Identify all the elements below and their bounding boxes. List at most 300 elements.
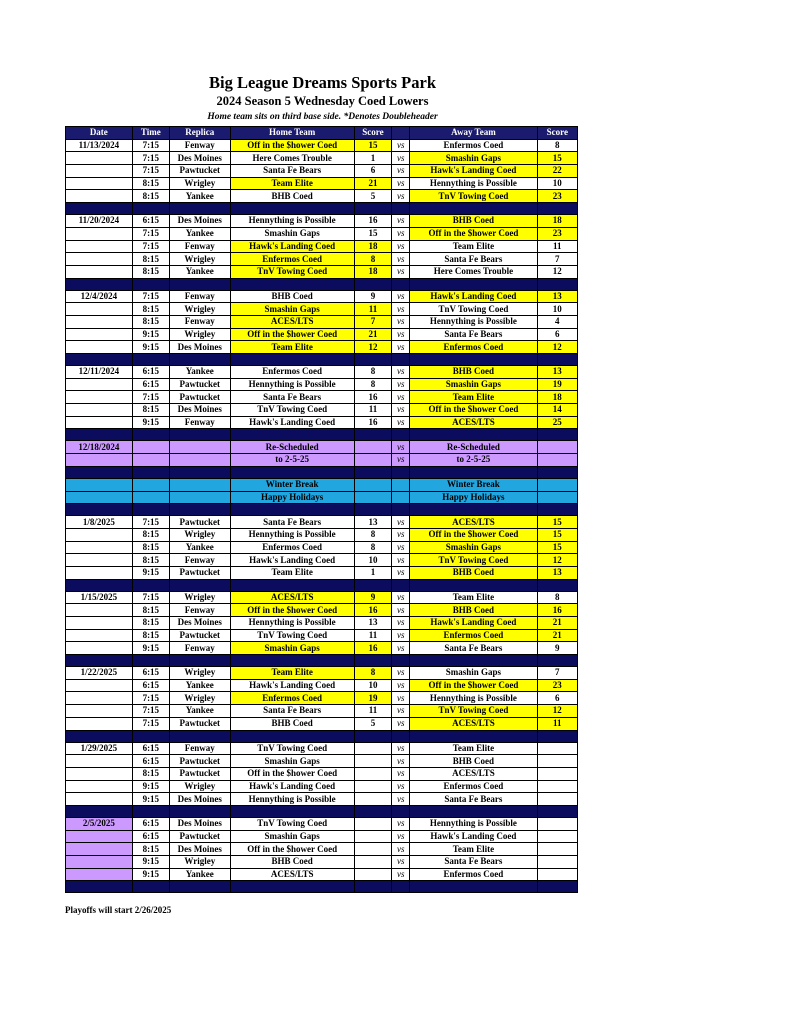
field-cell: Wrigley <box>170 303 231 316</box>
field-cell: Fenway <box>170 139 231 152</box>
vs-cell: vs <box>392 139 410 152</box>
away-score-cell: 16 <box>537 604 577 617</box>
home-team-cell: Off in the $hower Coed <box>230 604 354 617</box>
vs-cell: vs <box>392 742 410 755</box>
separator-cell <box>392 466 410 478</box>
time-cell: 7:15 <box>132 152 169 165</box>
vs-cell: vs <box>392 528 410 541</box>
table-row <box>66 541 578 554</box>
col-header-away-team: Away Team <box>410 127 537 140</box>
home-score-cell: 7 <box>354 315 391 328</box>
vs-cell: vs <box>392 856 410 869</box>
separator-cell <box>170 504 231 516</box>
table-row <box>66 341 578 354</box>
home-score-cell: 8 <box>354 366 391 379</box>
field-cell: Yankee <box>170 366 231 379</box>
table-row <box>66 190 578 203</box>
table-row <box>66 817 578 830</box>
away-score-cell: 12 <box>537 554 577 567</box>
away-score-cell <box>537 817 577 830</box>
home-team-cell: Off in the $hower Coed <box>230 328 354 341</box>
table-row <box>66 478 578 491</box>
separator-cell <box>132 655 169 667</box>
separator-cell <box>392 655 410 667</box>
page-title: Big League Dreams Sports Park <box>208 73 437 92</box>
home-score-cell <box>354 843 391 856</box>
date-cell <box>66 341 133 354</box>
away-team-cell: Hawk's Landing Coed <box>410 165 537 178</box>
date-cell: 2/5/2025 <box>66 817 133 830</box>
home-team-cell: Off in the $hower Coed <box>230 767 354 780</box>
time-cell: 8:15 <box>132 190 169 203</box>
field-cell: Yankee <box>170 679 231 692</box>
separator-row <box>66 466 578 478</box>
away-team-cell: TnV Towing Coed <box>410 190 537 203</box>
date-cell <box>66 843 133 856</box>
field-cell: Des Moines <box>170 215 231 228</box>
table-row <box>66 667 578 680</box>
away-score-cell: 18 <box>537 391 577 404</box>
col-header-time: Time <box>132 127 169 140</box>
vs-cell: vs <box>392 830 410 843</box>
date-cell: 1/29/2025 <box>66 742 133 755</box>
away-score-cell: 13 <box>537 566 577 579</box>
home-team-cell: Smashin Gaps <box>230 227 354 240</box>
home-score-cell <box>354 817 391 830</box>
schedule-table <box>65 126 578 893</box>
time-cell <box>132 491 169 504</box>
home-score-cell: 8 <box>354 253 391 266</box>
home-score-cell: 10 <box>354 554 391 567</box>
field-cell: Fenway <box>170 642 231 655</box>
away-score-cell <box>537 742 577 755</box>
separator-row <box>66 805 578 817</box>
table-row <box>66 528 578 541</box>
schedule-body <box>66 139 578 893</box>
separator-cell <box>66 579 133 591</box>
date-cell <box>66 227 133 240</box>
home-team-cell: Team Elite <box>230 177 354 190</box>
time-cell: 9:15 <box>132 328 169 341</box>
vs-cell: vs <box>392 190 410 203</box>
time-cell: 8:15 <box>132 303 169 316</box>
home-score-cell <box>354 454 391 467</box>
away-score-cell: 15 <box>537 541 577 554</box>
separator-cell <box>537 354 577 366</box>
home-score-cell <box>354 478 391 491</box>
separator-cell <box>537 655 577 667</box>
home-score-cell <box>354 491 391 504</box>
away-team-cell: Santa Fe Bears <box>410 642 537 655</box>
field-cell: Des Moines <box>170 617 231 630</box>
separator-cell <box>66 504 133 516</box>
separator-row <box>66 579 578 591</box>
separator-cell <box>354 466 391 478</box>
away-team-cell: Off in the $hower Coed <box>410 227 537 240</box>
away-team-cell: BHB Coed <box>410 215 537 228</box>
date-cell <box>66 642 133 655</box>
table-row <box>66 629 578 642</box>
vs-cell: vs <box>392 767 410 780</box>
vs-cell: vs <box>392 667 410 680</box>
separator-cell <box>354 504 391 516</box>
home-score-cell: 13 <box>354 516 391 529</box>
table-row <box>66 692 578 705</box>
separator-cell <box>392 579 410 591</box>
separator-cell <box>410 203 537 215</box>
table-row <box>66 290 578 303</box>
date-cell: 1/15/2025 <box>66 591 133 604</box>
vs-cell: vs <box>392 391 410 404</box>
away-score-cell: 8 <box>537 591 577 604</box>
separator-cell <box>66 730 133 742</box>
playoffs-note: Playoffs will start 2/26/2025 <box>65 905 172 915</box>
time-cell: 6:15 <box>132 366 169 379</box>
away-team-cell: Santa Fe Bears <box>410 856 537 869</box>
separator-cell <box>354 278 391 290</box>
date-cell <box>66 378 133 391</box>
separator-row <box>66 354 578 366</box>
separator-cell <box>354 655 391 667</box>
home-team-cell: Hennything is Possible <box>230 378 354 391</box>
separator-cell <box>410 278 537 290</box>
home-score-cell: 5 <box>354 717 391 730</box>
vs-cell: vs <box>392 755 410 768</box>
home-score-cell: 6 <box>354 165 391 178</box>
home-team-note: Home team sits on third base side. *Denotes Doubleheader <box>207 112 438 122</box>
home-score-cell: 16 <box>354 215 391 228</box>
time-cell: 8:15 <box>132 528 169 541</box>
field-cell: Fenway <box>170 742 231 755</box>
home-score-cell: 15 <box>354 227 391 240</box>
away-score-cell <box>537 868 577 881</box>
separator-cell <box>392 805 410 817</box>
col-header-vs <box>392 127 410 140</box>
table-row <box>66 416 578 429</box>
separator-cell <box>410 466 537 478</box>
vs-cell: vs <box>392 227 410 240</box>
table-row <box>66 767 578 780</box>
separator-cell <box>170 655 231 667</box>
date-cell <box>66 604 133 617</box>
away-team-cell: Hawk's Landing Coed <box>410 830 537 843</box>
vs-cell: vs <box>392 817 410 830</box>
away-score-cell: 6 <box>537 328 577 341</box>
separator-cell <box>132 504 169 516</box>
table-row <box>66 491 578 504</box>
page-subtitle: 2024 Season 5 Wednesday Coed Lowers <box>216 94 429 108</box>
home-score-cell: 16 <box>354 416 391 429</box>
date-cell <box>66 165 133 178</box>
home-team-cell: ACES/LTS <box>230 315 354 328</box>
away-score-cell: 15 <box>537 528 577 541</box>
field-cell: Wrigley <box>170 253 231 266</box>
field-cell: Pawtucket <box>170 378 231 391</box>
home-team-cell: Enfermos Coed <box>230 366 354 379</box>
separator-cell <box>410 730 537 742</box>
vs-cell: vs <box>392 705 410 718</box>
separator-cell <box>537 466 577 478</box>
separator-cell <box>354 881 391 893</box>
separator-cell <box>66 466 133 478</box>
time-cell: 8:15 <box>132 315 169 328</box>
separator-cell <box>230 278 354 290</box>
away-score-cell: 12 <box>537 341 577 354</box>
time-cell: 9:15 <box>132 566 169 579</box>
vs-cell: vs <box>392 717 410 730</box>
vs-cell: vs <box>392 591 410 604</box>
date-cell <box>66 679 133 692</box>
home-score-cell: 10 <box>354 679 391 692</box>
vs-cell: vs <box>392 617 410 630</box>
home-team-cell: Smashin Gaps <box>230 755 354 768</box>
separator-cell <box>410 429 537 441</box>
home-score-cell: 8 <box>354 667 391 680</box>
home-score-cell <box>354 755 391 768</box>
home-team-cell: Hennything is Possible <box>230 215 354 228</box>
time-cell: 7:15 <box>132 516 169 529</box>
table-row <box>66 303 578 316</box>
separator-cell <box>537 429 577 441</box>
vs-cell: vs <box>392 315 410 328</box>
home-score-cell: 8 <box>354 378 391 391</box>
date-cell <box>66 454 133 467</box>
away-team-cell: Smashin Gaps <box>410 378 537 391</box>
away-team-cell: Hennything is Possible <box>410 315 537 328</box>
home-team-cell: Hawk's Landing Coed <box>230 679 354 692</box>
home-team-cell: Re-Scheduled <box>230 441 354 454</box>
home-team-cell: Hawk's Landing Coed <box>230 416 354 429</box>
away-team-cell: Smashin Gaps <box>410 667 537 680</box>
separator-cell <box>170 730 231 742</box>
date-cell <box>66 404 133 417</box>
separator-cell <box>230 354 354 366</box>
table-row <box>66 366 578 379</box>
separator-row <box>66 881 578 893</box>
vs-cell: vs <box>392 177 410 190</box>
date-cell <box>66 315 133 328</box>
field-cell: Des Moines <box>170 404 231 417</box>
table-row <box>66 780 578 793</box>
away-score-cell: 18 <box>537 215 577 228</box>
separator-cell <box>537 730 577 742</box>
date-cell <box>66 491 133 504</box>
separator-cell <box>230 881 354 893</box>
home-score-cell: 9 <box>354 591 391 604</box>
home-team-cell: Enfermos Coed <box>230 253 354 266</box>
home-score-cell <box>354 742 391 755</box>
separator-cell <box>410 579 537 591</box>
field-cell <box>170 441 231 454</box>
home-team-cell: BHB Coed <box>230 717 354 730</box>
away-score-cell <box>537 441 577 454</box>
field-cell: Des Moines <box>170 843 231 856</box>
vs-cell: vs <box>392 692 410 705</box>
away-team-cell: Smashin Gaps <box>410 152 537 165</box>
time-cell: 8:15 <box>132 629 169 642</box>
away-score-cell: 12 <box>537 265 577 278</box>
away-team-cell: TnV Towing Coed <box>410 705 537 718</box>
separator-cell <box>410 655 537 667</box>
separator-cell <box>170 466 231 478</box>
separator-cell <box>132 354 169 366</box>
away-score-cell: 9 <box>537 642 577 655</box>
table-row <box>66 717 578 730</box>
field-cell: Wrigley <box>170 780 231 793</box>
field-cell: Des Moines <box>170 793 231 806</box>
field-cell: Wrigley <box>170 328 231 341</box>
away-team-cell: ACES/LTS <box>410 516 537 529</box>
separator-cell <box>170 579 231 591</box>
away-team-cell: Team Elite <box>410 591 537 604</box>
away-score-cell: 23 <box>537 227 577 240</box>
away-team-cell: Hawk's Landing Coed <box>410 617 537 630</box>
away-team-cell: Team Elite <box>410 843 537 856</box>
date-cell <box>66 152 133 165</box>
table-row <box>66 554 578 567</box>
table-row <box>66 265 578 278</box>
away-score-cell: 7 <box>537 253 577 266</box>
separator-cell <box>132 278 169 290</box>
table-row <box>66 755 578 768</box>
away-team-cell: Off in the $hower Coed <box>410 679 537 692</box>
field-cell: Pawtucket <box>170 755 231 768</box>
home-team-cell: TnV Towing Coed <box>230 629 354 642</box>
table-row <box>66 177 578 190</box>
away-team-cell: Here Comes Trouble <box>410 265 537 278</box>
away-team-cell: Hawk's Landing Coed <box>410 290 537 303</box>
away-team-cell: to 2-5-25 <box>410 454 537 467</box>
away-score-cell: 19 <box>537 378 577 391</box>
away-team-cell: Enfermos Coed <box>410 780 537 793</box>
time-cell: 8:15 <box>132 177 169 190</box>
time-cell: 8:15 <box>132 604 169 617</box>
field-cell <box>170 454 231 467</box>
home-team-cell: Hawk's Landing Coed <box>230 780 354 793</box>
separator-row <box>66 203 578 215</box>
vs-cell: vs <box>392 303 410 316</box>
away-score-cell: 14 <box>537 404 577 417</box>
time-cell: 8:15 <box>132 843 169 856</box>
separator-cell <box>354 805 391 817</box>
date-cell <box>66 416 133 429</box>
away-score-cell <box>537 780 577 793</box>
away-score-cell <box>537 454 577 467</box>
away-score-cell: 11 <box>537 240 577 253</box>
home-team-cell: Hennything is Possible <box>230 528 354 541</box>
home-team-cell: Team Elite <box>230 341 354 354</box>
home-team-cell: Smashin Gaps <box>230 830 354 843</box>
away-score-cell <box>537 755 577 768</box>
table-row <box>66 604 578 617</box>
home-team-cell: Santa Fe Bears <box>230 391 354 404</box>
table-row <box>66 378 578 391</box>
away-team-cell: Re-Scheduled <box>410 441 537 454</box>
field-cell: Fenway <box>170 416 231 429</box>
home-score-cell: 11 <box>354 705 391 718</box>
vs-cell <box>392 478 410 491</box>
vs-cell: vs <box>392 290 410 303</box>
field-cell: Des Moines <box>170 817 231 830</box>
separator-cell <box>410 354 537 366</box>
table-row <box>66 391 578 404</box>
away-score-cell: 15 <box>537 152 577 165</box>
separator-cell <box>537 579 577 591</box>
time-cell: 8:15 <box>132 617 169 630</box>
away-score-cell: 23 <box>537 190 577 203</box>
home-score-cell: 8 <box>354 528 391 541</box>
field-cell: Wrigley <box>170 667 231 680</box>
separator-cell <box>392 429 410 441</box>
field-cell <box>170 491 231 504</box>
separator-row <box>66 655 578 667</box>
date-cell: 12/11/2024 <box>66 366 133 379</box>
home-score-cell: 11 <box>354 303 391 316</box>
vs-cell: vs <box>392 642 410 655</box>
away-team-cell: Team Elite <box>410 742 537 755</box>
field-cell: Pawtucket <box>170 717 231 730</box>
field-cell: Fenway <box>170 554 231 567</box>
separator-cell <box>354 203 391 215</box>
home-team-cell: Santa Fe Bears <box>230 516 354 529</box>
home-team-cell: Santa Fe Bears <box>230 165 354 178</box>
separator-cell <box>392 730 410 742</box>
date-cell <box>66 868 133 881</box>
home-team-cell: Hawk's Landing Coed <box>230 240 354 253</box>
date-cell <box>66 717 133 730</box>
time-cell: 8:15 <box>132 767 169 780</box>
col-header-replica: Replica <box>170 127 231 140</box>
away-score-cell <box>537 856 577 869</box>
home-team-cell: Enfermos Coed <box>230 541 354 554</box>
field-cell: Pawtucket <box>170 830 231 843</box>
field-cell: Pawtucket <box>170 391 231 404</box>
separator-cell <box>410 881 537 893</box>
date-cell <box>66 554 133 567</box>
table-row <box>66 830 578 843</box>
away-team-cell: BHB Coed <box>410 755 537 768</box>
date-cell <box>66 303 133 316</box>
home-team-cell: Here Comes Trouble <box>230 152 354 165</box>
home-score-cell <box>354 830 391 843</box>
field-cell: Yankee <box>170 705 231 718</box>
away-score-cell: 10 <box>537 303 577 316</box>
date-cell <box>66 617 133 630</box>
date-cell <box>66 705 133 718</box>
home-team-cell: Winter Break <box>230 478 354 491</box>
vs-cell: vs <box>392 566 410 579</box>
separator-cell <box>230 579 354 591</box>
table-row <box>66 139 578 152</box>
separator-cell <box>132 881 169 893</box>
home-score-cell: 8 <box>354 541 391 554</box>
separator-cell <box>537 881 577 893</box>
table-row <box>66 165 578 178</box>
time-cell: 6:15 <box>132 378 169 391</box>
vs-cell: vs <box>392 780 410 793</box>
separator-cell <box>392 278 410 290</box>
home-team-cell: ACES/LTS <box>230 591 354 604</box>
separator-cell <box>66 805 133 817</box>
vs-cell: vs <box>392 404 410 417</box>
home-team-cell: BHB Coed <box>230 856 354 869</box>
separator-cell <box>354 579 391 591</box>
home-score-cell: 15 <box>354 139 391 152</box>
away-team-cell: Hennything is Possible <box>410 692 537 705</box>
separator-cell <box>392 504 410 516</box>
away-team-cell: ACES/LTS <box>410 717 537 730</box>
separator-cell <box>230 429 354 441</box>
